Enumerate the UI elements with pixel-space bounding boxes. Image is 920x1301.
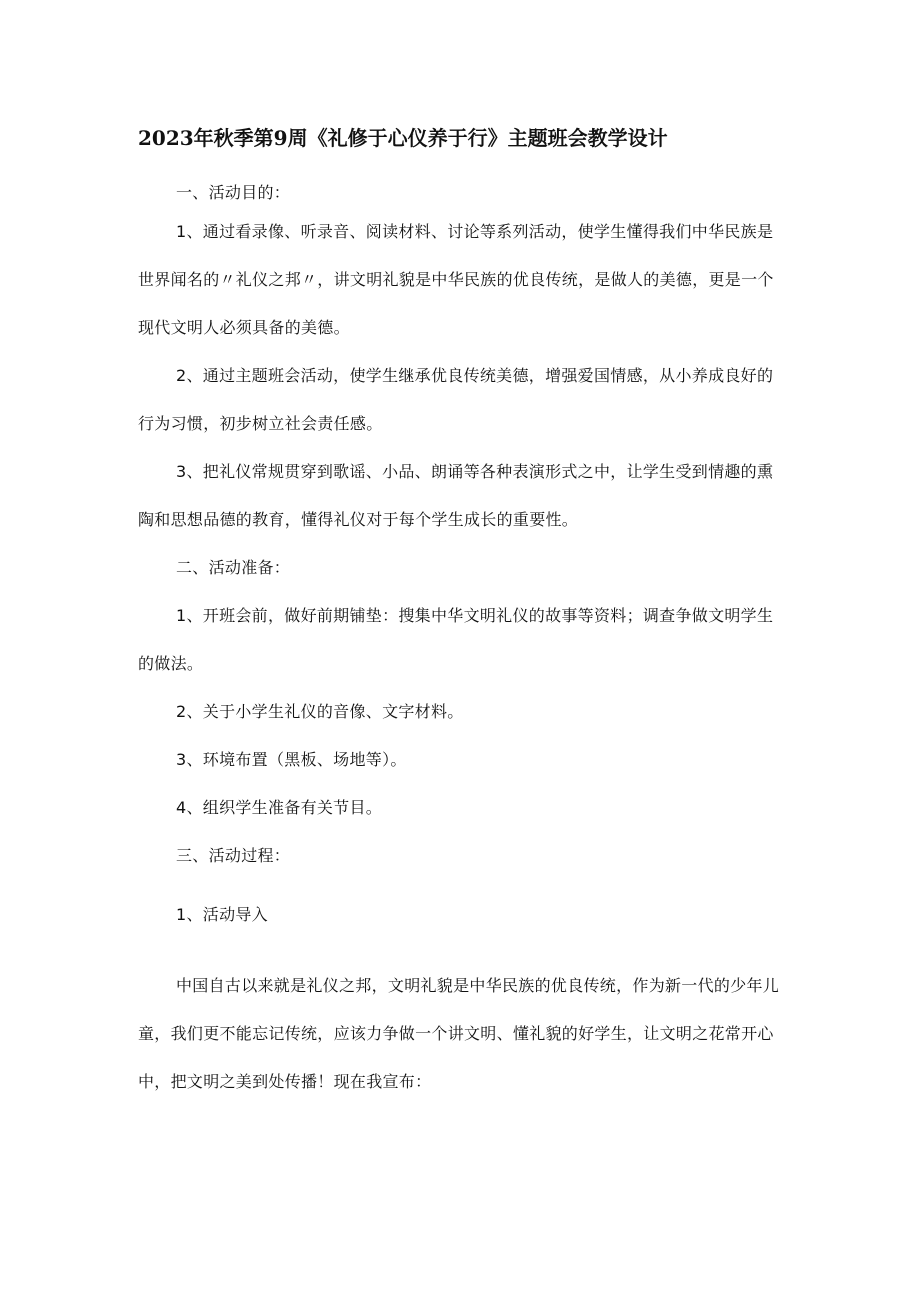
goal-paragraph-1: 1、通过看录像、听录音、阅读材料、讨论等系列活动，使学生懂得我们中华民族是世界闻名的〃礼仪之邦〃，讲文明礼貌是中华民族的优良传统，是做人的美德，更是一个现代文明人必须具备的美德。: [138, 222, 774, 337]
prep-paragraph-3: 3、环境布置（黑板、场地等）。: [176, 750, 407, 769]
process-step-1: 1、活动导入: [176, 905, 268, 924]
section-heading-preparation: 二、活动准备：: [176, 558, 291, 577]
section-heading-process: 三、活动过程：: [176, 846, 291, 865]
prep-paragraph-2: 2、关于小学生礼仪的音像、文字材料。: [176, 702, 464, 721]
intro-paragraph: 中国自古以来就是礼仪之邦，文明礼貌是中华民族的优良传统，作为新一代的少年儿童，我们更不能忘记传统，应该力争做一个讲文明、懂礼貌的好学生，让文明之花常开心中，把文明之美到处传播！现在我宣布：: [138, 976, 780, 1091]
prep-paragraph-1: 1、开班会前，做好前期铺垫：搜集中华文明礼仪的故事等资料；调查争做文明学生的做法。: [138, 606, 774, 673]
document-title: 2023年秋季第9周《礼修于心仪养于行》主题班会教学设计: [138, 126, 668, 150]
prep-paragraph-4: 4、组织学生准备有关节目。: [176, 798, 383, 817]
section-heading-goals: 一、活动目的：: [176, 183, 291, 202]
goal-paragraph-3: 3、把礼仪常规贯穿到歌谣、小品、朗诵等各种表演形式之中，让学生受到情趣的熏陶和思想品德的教育，懂得礼仪对于每个学生成长的重要性。: [138, 462, 774, 529]
goal-paragraph-2: 2、通过主题班会活动，使学生继承优良传统美德，增强爱国情感，从小养成良好的行为习惯，初步树立社会责任感。: [138, 366, 774, 433]
